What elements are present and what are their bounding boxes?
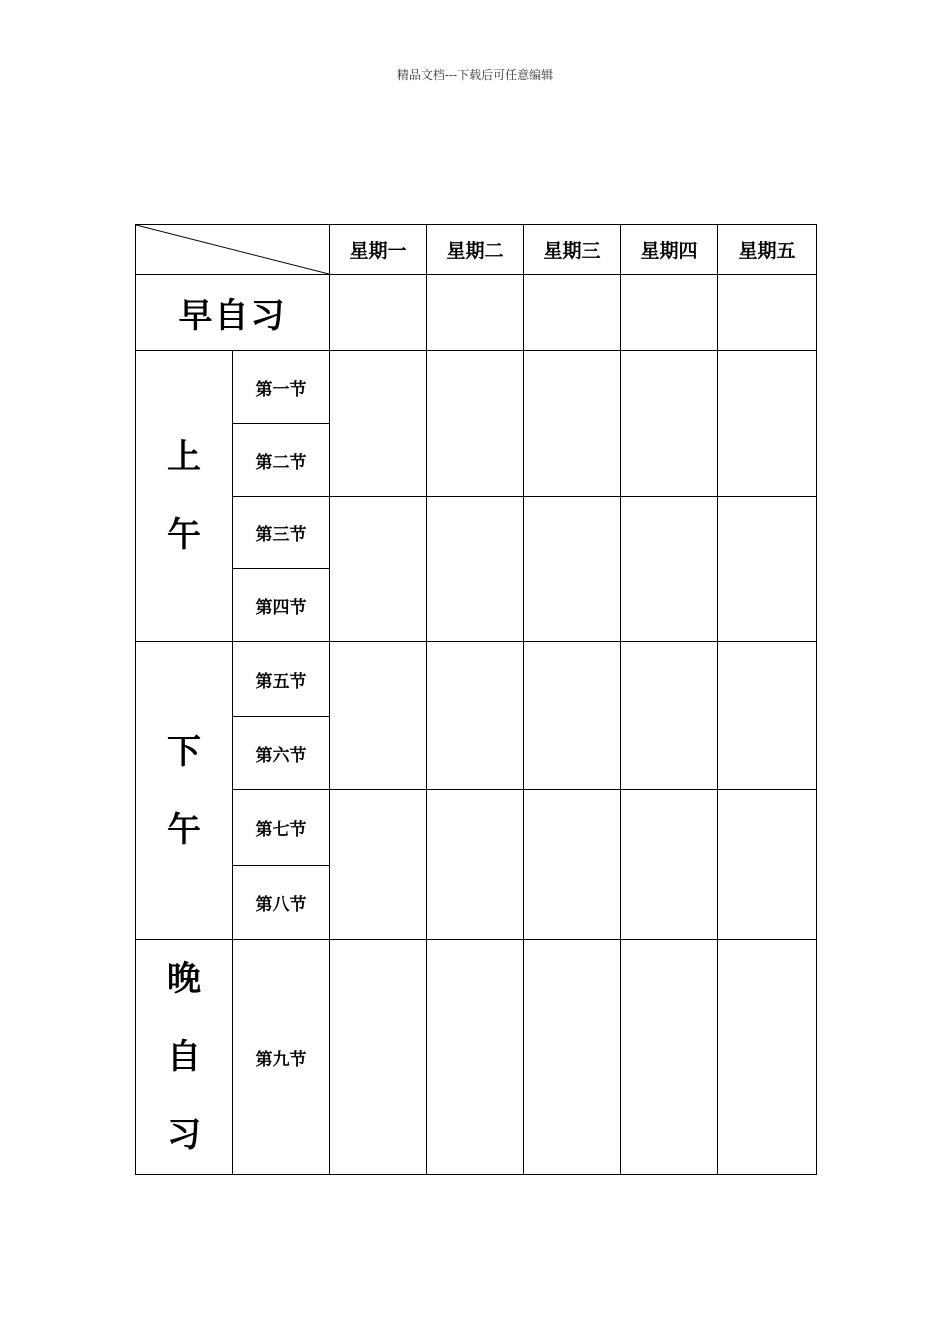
schedule-cell[interactable] [427, 497, 524, 642]
period-label-3: 第三节 [233, 497, 330, 569]
period-label-4: 第四节 [233, 569, 330, 642]
schedule-cell[interactable] [718, 940, 817, 1175]
schedule-cell[interactable] [427, 275, 524, 351]
schedule-cell[interactable] [718, 790, 817, 940]
schedule-cell[interactable] [427, 351, 524, 497]
schedule-cell[interactable] [524, 940, 621, 1175]
morning-self-study-label: 早自习 [136, 275, 330, 351]
schedule-cell[interactable] [524, 790, 621, 940]
evening-char: 晚 [167, 959, 201, 999]
schedule-cell[interactable] [524, 642, 621, 790]
evening-char: 自 [167, 1037, 201, 1077]
day-header-tue: 星期二 [427, 225, 524, 275]
schedule-cell[interactable] [621, 642, 718, 790]
day-header-mon: 星期一 [330, 225, 427, 275]
evening-char: 习 [167, 1115, 201, 1155]
schedule-cell[interactable] [330, 497, 427, 642]
day-header-fri: 星期五 [718, 225, 817, 275]
period-label-1: 第一节 [233, 351, 330, 424]
period-row [136, 351, 817, 424]
day-header-wed: 星期三 [524, 225, 621, 275]
schedule-cell[interactable] [330, 351, 427, 497]
class-schedule-table [135, 224, 817, 1175]
day-header-thu: 星期四 [621, 225, 718, 275]
period-label-6: 第六节 [233, 717, 330, 790]
schedule-cell[interactable] [330, 790, 427, 940]
schedule-cell[interactable] [718, 351, 817, 497]
morning-self-study-row [136, 275, 817, 351]
period-label-7: 第七节 [233, 790, 330, 866]
schedule-cell[interactable] [718, 497, 817, 642]
schedule-cell[interactable] [330, 642, 427, 790]
schedule-cell[interactable] [524, 497, 621, 642]
schedule-cell[interactable] [621, 497, 718, 642]
schedule-cell[interactable] [427, 790, 524, 940]
page-header: 精品文档---下载后可任意编辑 [396, 68, 554, 82]
schedule-cell[interactable] [524, 351, 621, 497]
schedule-cell[interactable] [427, 642, 524, 790]
schedule-cell[interactable] [427, 940, 524, 1175]
schedule-cell[interactable] [330, 940, 427, 1175]
period-row [136, 790, 817, 866]
diagonal-line [136, 225, 329, 274]
schedule-cell[interactable] [524, 275, 621, 351]
period-label-5: 第五节 [233, 642, 330, 717]
period-label-9: 第九节 [233, 940, 330, 1175]
schedule-cell[interactable] [621, 940, 718, 1175]
forenoon-char: 午 [167, 515, 201, 555]
schedule-cell[interactable] [621, 275, 718, 351]
afternoon-label [136, 642, 233, 940]
diagonal-corner-cell [136, 225, 330, 275]
header-row [136, 225, 817, 275]
schedule-cell[interactable] [621, 351, 718, 497]
period-label-2: 第二节 [233, 424, 330, 497]
afternoon-char: 午 [167, 809, 201, 850]
schedule-cell[interactable] [621, 790, 718, 940]
afternoon-char: 下 [167, 731, 201, 772]
period-label-8: 第八节 [233, 866, 330, 940]
schedule-cell[interactable] [330, 275, 427, 351]
evening-self-study-row [136, 940, 817, 1175]
evening-self-study-label [136, 940, 233, 1175]
forenoon-char: 上 [167, 437, 201, 477]
forenoon-label [136, 351, 233, 642]
period-row [136, 642, 817, 717]
schedule-cell[interactable] [718, 275, 817, 351]
schedule-cell[interactable] [718, 642, 817, 790]
period-row [136, 497, 817, 569]
